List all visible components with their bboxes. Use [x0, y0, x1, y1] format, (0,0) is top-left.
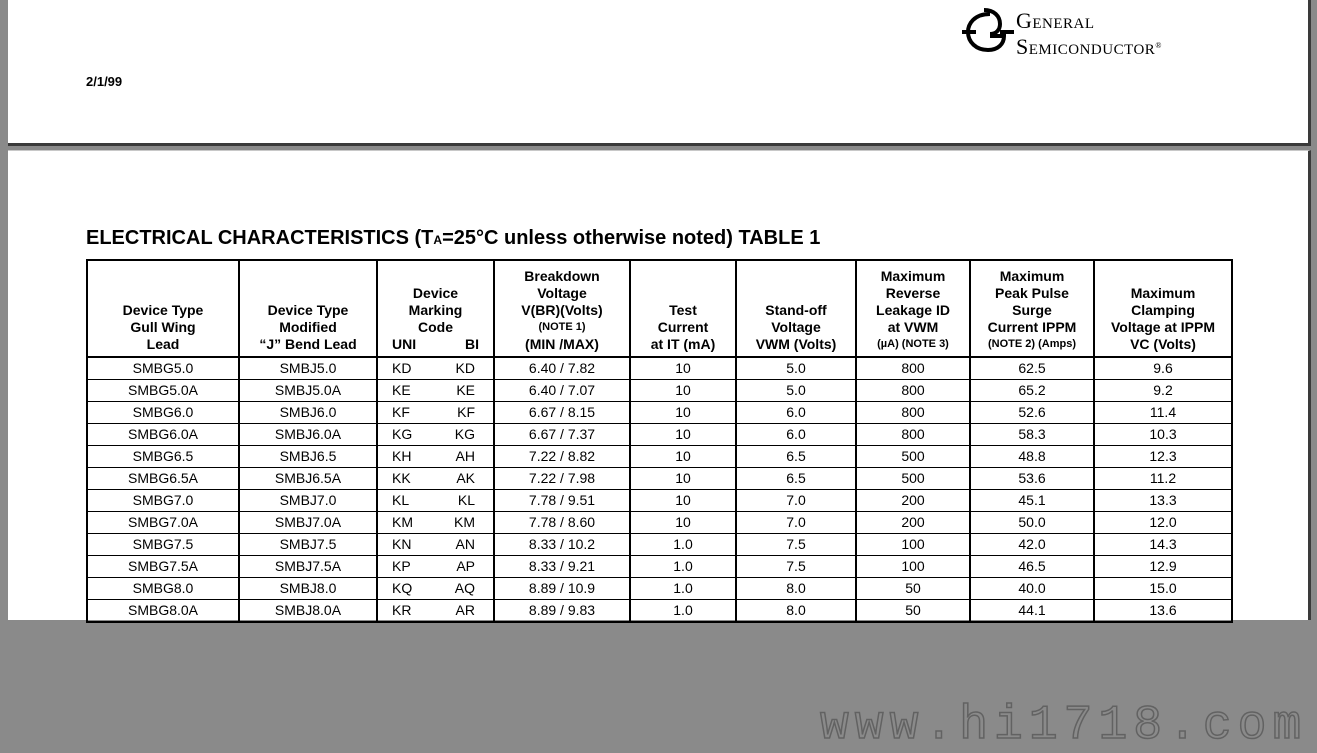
cell-bi: AK [456, 470, 475, 486]
cell-standoff-voltage: 6.5 [736, 468, 856, 490]
cell-gull-wing: SMBG8.0 [87, 578, 239, 600]
cell-j-bend: SMBJ6.5A [239, 468, 377, 490]
company-logo [960, 6, 1230, 61]
cell-uni: KG [392, 426, 413, 442]
cell-peak-pulse-current: 48.8 [970, 446, 1094, 468]
cell-breakdown-voltage: 7.78 / 9.51 [494, 490, 630, 512]
cell-test-current: 10 [630, 402, 736, 424]
cell-test-current: 10 [630, 490, 736, 512]
cell-reverse-leakage: 500 [856, 446, 970, 468]
header-reverse-leakage: Maximum Reverse Leakage ID at VWM (µA) (NOTE 3) [856, 260, 970, 357]
cell-standoff-voltage: 8.0 [736, 600, 856, 623]
cell-j-bend: SMBJ6.0A [239, 424, 377, 446]
cell-marking-code [377, 402, 494, 424]
cell-uni: KE [392, 382, 411, 398]
cell-clamping-voltage: 12.0 [1094, 512, 1232, 534]
cell-standoff-voltage: 6.0 [736, 402, 856, 424]
header-clamping-voltage: Maximum Clamping Voltage at IPPM VC (Volts) [1094, 260, 1232, 357]
cell-bi: KD [455, 360, 475, 376]
logo-text-general: GENERAL [1016, 8, 1095, 33]
cell-marking-code [377, 357, 494, 380]
cell-marking-code [377, 380, 494, 402]
cell-test-current: 1.0 [630, 534, 736, 556]
cell-j-bend: SMBJ7.0A [239, 512, 377, 534]
cell-gull-wing: SMBG7.0 [87, 490, 239, 512]
table-body [87, 357, 1232, 622]
cell-reverse-leakage: 100 [856, 556, 970, 578]
cell-peak-pulse-current: 53.6 [970, 468, 1094, 490]
cell-uni: KK [392, 470, 411, 486]
table-row [87, 578, 1232, 600]
cell-reverse-leakage: 500 [856, 468, 970, 490]
cell-gull-wing: SMBG6.0 [87, 402, 239, 424]
cell-test-current: 10 [630, 424, 736, 446]
cell-peak-pulse-current: 50.0 [970, 512, 1094, 534]
cell-j-bend: SMBJ8.0 [239, 578, 377, 600]
page-header-sheet [8, 0, 1311, 146]
cell-standoff-voltage: 7.5 [736, 534, 856, 556]
cell-uni: KR [392, 602, 412, 618]
table-row [87, 402, 1232, 424]
table-row [87, 534, 1232, 556]
cell-gull-wing: SMBG6.5 [87, 446, 239, 468]
cell-peak-pulse-current: 45.1 [970, 490, 1094, 512]
cell-breakdown-voltage: 7.22 / 8.82 [494, 446, 630, 468]
cell-breakdown-voltage: 8.33 / 10.2 [494, 534, 630, 556]
header-gull-wing: Device Type Gull Wing Lead [87, 260, 239, 357]
cell-bi: AQ [454, 580, 475, 596]
cell-standoff-voltage: 8.0 [736, 578, 856, 600]
cell-test-current: 1.0 [630, 578, 736, 600]
cell-bi: AN [455, 536, 475, 552]
table-row [87, 468, 1232, 490]
header-marking-code: Device Marking Code UNI BI [377, 260, 494, 357]
cell-j-bend: SMBJ6.5 [239, 446, 377, 468]
table-row [87, 446, 1232, 468]
table-row [87, 512, 1232, 534]
cell-test-current: 10 [630, 512, 736, 534]
cell-marking-code [377, 556, 494, 578]
cell-gull-wing: SMBG6.5A [87, 468, 239, 490]
cell-reverse-leakage: 200 [856, 512, 970, 534]
cell-test-current: 10 [630, 380, 736, 402]
header-standoff-voltage: Stand-off Voltage VWM (Volts) [736, 260, 856, 357]
cell-marking-code [377, 424, 494, 446]
cell-j-bend: SMBJ8.0A [239, 600, 377, 623]
cell-breakdown-voltage: 6.40 / 7.07 [494, 380, 630, 402]
header-breakdown-voltage: Breakdown Voltage V(BR)(Volts) (NOTE 1) (MIN /MAX) [494, 260, 630, 357]
cell-bi: AH [455, 448, 475, 464]
cell-reverse-leakage: 100 [856, 534, 970, 556]
cell-gull-wing: SMBG6.0A [87, 424, 239, 446]
table-row [87, 424, 1232, 446]
cell-j-bend: SMBJ7.5A [239, 556, 377, 578]
cell-clamping-voltage: 10.3 [1094, 424, 1232, 446]
cell-uni: KQ [392, 580, 413, 596]
cell-marking-code [377, 578, 494, 600]
electrical-characteristics-table [86, 259, 1233, 623]
page-content-sheet [8, 150, 1311, 753]
cell-j-bend: SMBJ7.5 [239, 534, 377, 556]
cell-j-bend: SMBJ5.0 [239, 357, 377, 380]
cell-j-bend: SMBJ7.0 [239, 490, 377, 512]
cell-peak-pulse-current: 62.5 [970, 357, 1094, 380]
cell-clamping-voltage: 11.4 [1094, 402, 1232, 424]
cell-uni: KP [392, 558, 411, 574]
header-test-current: Test Current at IT (mA) [630, 260, 736, 357]
table-header-row [87, 260, 1232, 357]
cell-peak-pulse-current: 40.0 [970, 578, 1094, 600]
cell-clamping-voltage: 14.3 [1094, 534, 1232, 556]
cell-clamping-voltage: 13.3 [1094, 490, 1232, 512]
cell-peak-pulse-current: 65.2 [970, 380, 1094, 402]
cell-clamping-voltage: 12.9 [1094, 556, 1232, 578]
cell-uni: KM [392, 514, 413, 530]
cell-breakdown-voltage: 8.33 / 9.21 [494, 556, 630, 578]
cell-uni: KF [392, 404, 410, 420]
cell-standoff-voltage: 6.0 [736, 424, 856, 446]
watermark-text: www.hi1718.com [820, 699, 1308, 753]
cell-breakdown-voltage: 6.40 / 7.82 [494, 357, 630, 380]
cell-uni: KD [392, 360, 412, 376]
cell-peak-pulse-current: 58.3 [970, 424, 1094, 446]
cell-breakdown-voltage: 7.78 / 8.60 [494, 512, 630, 534]
logo-text-semiconductor: SEMICONDUCTOR® [1016, 34, 1162, 59]
cell-breakdown-voltage: 8.89 / 10.9 [494, 578, 630, 600]
cell-standoff-voltage: 6.5 [736, 446, 856, 468]
cell-reverse-leakage: 800 [856, 380, 970, 402]
cell-clamping-voltage: 13.6 [1094, 600, 1232, 623]
cell-bi: KM [454, 514, 475, 530]
table-row [87, 380, 1232, 402]
cell-uni: KL [392, 492, 410, 508]
cell-clamping-voltage: 9.6 [1094, 357, 1232, 380]
cell-breakdown-voltage: 6.67 / 8.15 [494, 402, 630, 424]
cell-marking-code [377, 512, 494, 534]
cell-uni: KH [392, 448, 412, 464]
table-title: ELECTRICAL CHARACTERISTICS (TA=25°C unless otherwise noted) TABLE 1 [86, 227, 821, 249]
cell-clamping-voltage: 15.0 [1094, 578, 1232, 600]
cell-standoff-voltage: 5.0 [736, 357, 856, 380]
cell-reverse-leakage: 50 [856, 578, 970, 600]
cell-gull-wing: SMBG5.0 [87, 357, 239, 380]
cell-peak-pulse-current: 44.1 [970, 600, 1094, 623]
header-peak-pulse-current: Maximum Peak Pulse Surge Current IPPM (NOTE 2) (Amps) [970, 260, 1094, 357]
cell-test-current: 10 [630, 446, 736, 468]
cell-standoff-voltage: 5.0 [736, 380, 856, 402]
cell-uni: KN [392, 536, 412, 552]
cell-gull-wing: SMBG5.0A [87, 380, 239, 402]
cell-test-current: 10 [630, 357, 736, 380]
cell-reverse-leakage: 800 [856, 402, 970, 424]
header-j-bend: Device Type Modified “J” Bend Lead [239, 260, 377, 357]
cell-reverse-leakage: 800 [856, 357, 970, 380]
cell-marking-code [377, 446, 494, 468]
cell-bi: KL [457, 492, 475, 508]
cell-j-bend: SMBJ5.0A [239, 380, 377, 402]
cell-gull-wing: SMBG7.5 [87, 534, 239, 556]
cell-reverse-leakage: 200 [856, 490, 970, 512]
cell-bi: AR [455, 602, 475, 618]
table-row [87, 357, 1232, 380]
cell-marking-code [377, 490, 494, 512]
cell-reverse-leakage: 50 [856, 600, 970, 623]
cell-marking-code [377, 468, 494, 490]
cell-bi: AP [456, 558, 475, 574]
cell-breakdown-voltage: 7.22 / 7.98 [494, 468, 630, 490]
table-row [87, 490, 1232, 512]
cell-peak-pulse-current: 42.0 [970, 534, 1094, 556]
cell-bi: KE [456, 382, 475, 398]
cell-j-bend: SMBJ6.0 [239, 402, 377, 424]
cell-peak-pulse-current: 46.5 [970, 556, 1094, 578]
cell-test-current: 10 [630, 468, 736, 490]
document-date: 2/1/99 [86, 74, 123, 89]
cell-test-current: 1.0 [630, 556, 736, 578]
cell-breakdown-voltage: 8.89 / 9.83 [494, 600, 630, 623]
table-row [87, 556, 1232, 578]
cell-standoff-voltage: 7.5 [736, 556, 856, 578]
cell-peak-pulse-current: 52.6 [970, 402, 1094, 424]
cell-standoff-voltage: 7.0 [736, 490, 856, 512]
cell-clamping-voltage: 9.2 [1094, 380, 1232, 402]
logo-mark-icon [960, 8, 1014, 56]
cell-standoff-voltage: 7.0 [736, 512, 856, 534]
cell-bi: KG [454, 426, 475, 442]
cell-reverse-leakage: 800 [856, 424, 970, 446]
cell-marking-code [377, 534, 494, 556]
cell-breakdown-voltage: 6.67 / 7.37 [494, 424, 630, 446]
cell-test-current: 1.0 [630, 600, 736, 623]
cell-clamping-voltage: 11.2 [1094, 468, 1232, 490]
cell-gull-wing: SMBG7.0A [87, 512, 239, 534]
cell-clamping-voltage: 12.3 [1094, 446, 1232, 468]
cell-gull-wing: SMBG7.5A [87, 556, 239, 578]
cell-gull-wing: SMBG8.0A [87, 600, 239, 623]
cell-bi: KF [457, 404, 475, 420]
